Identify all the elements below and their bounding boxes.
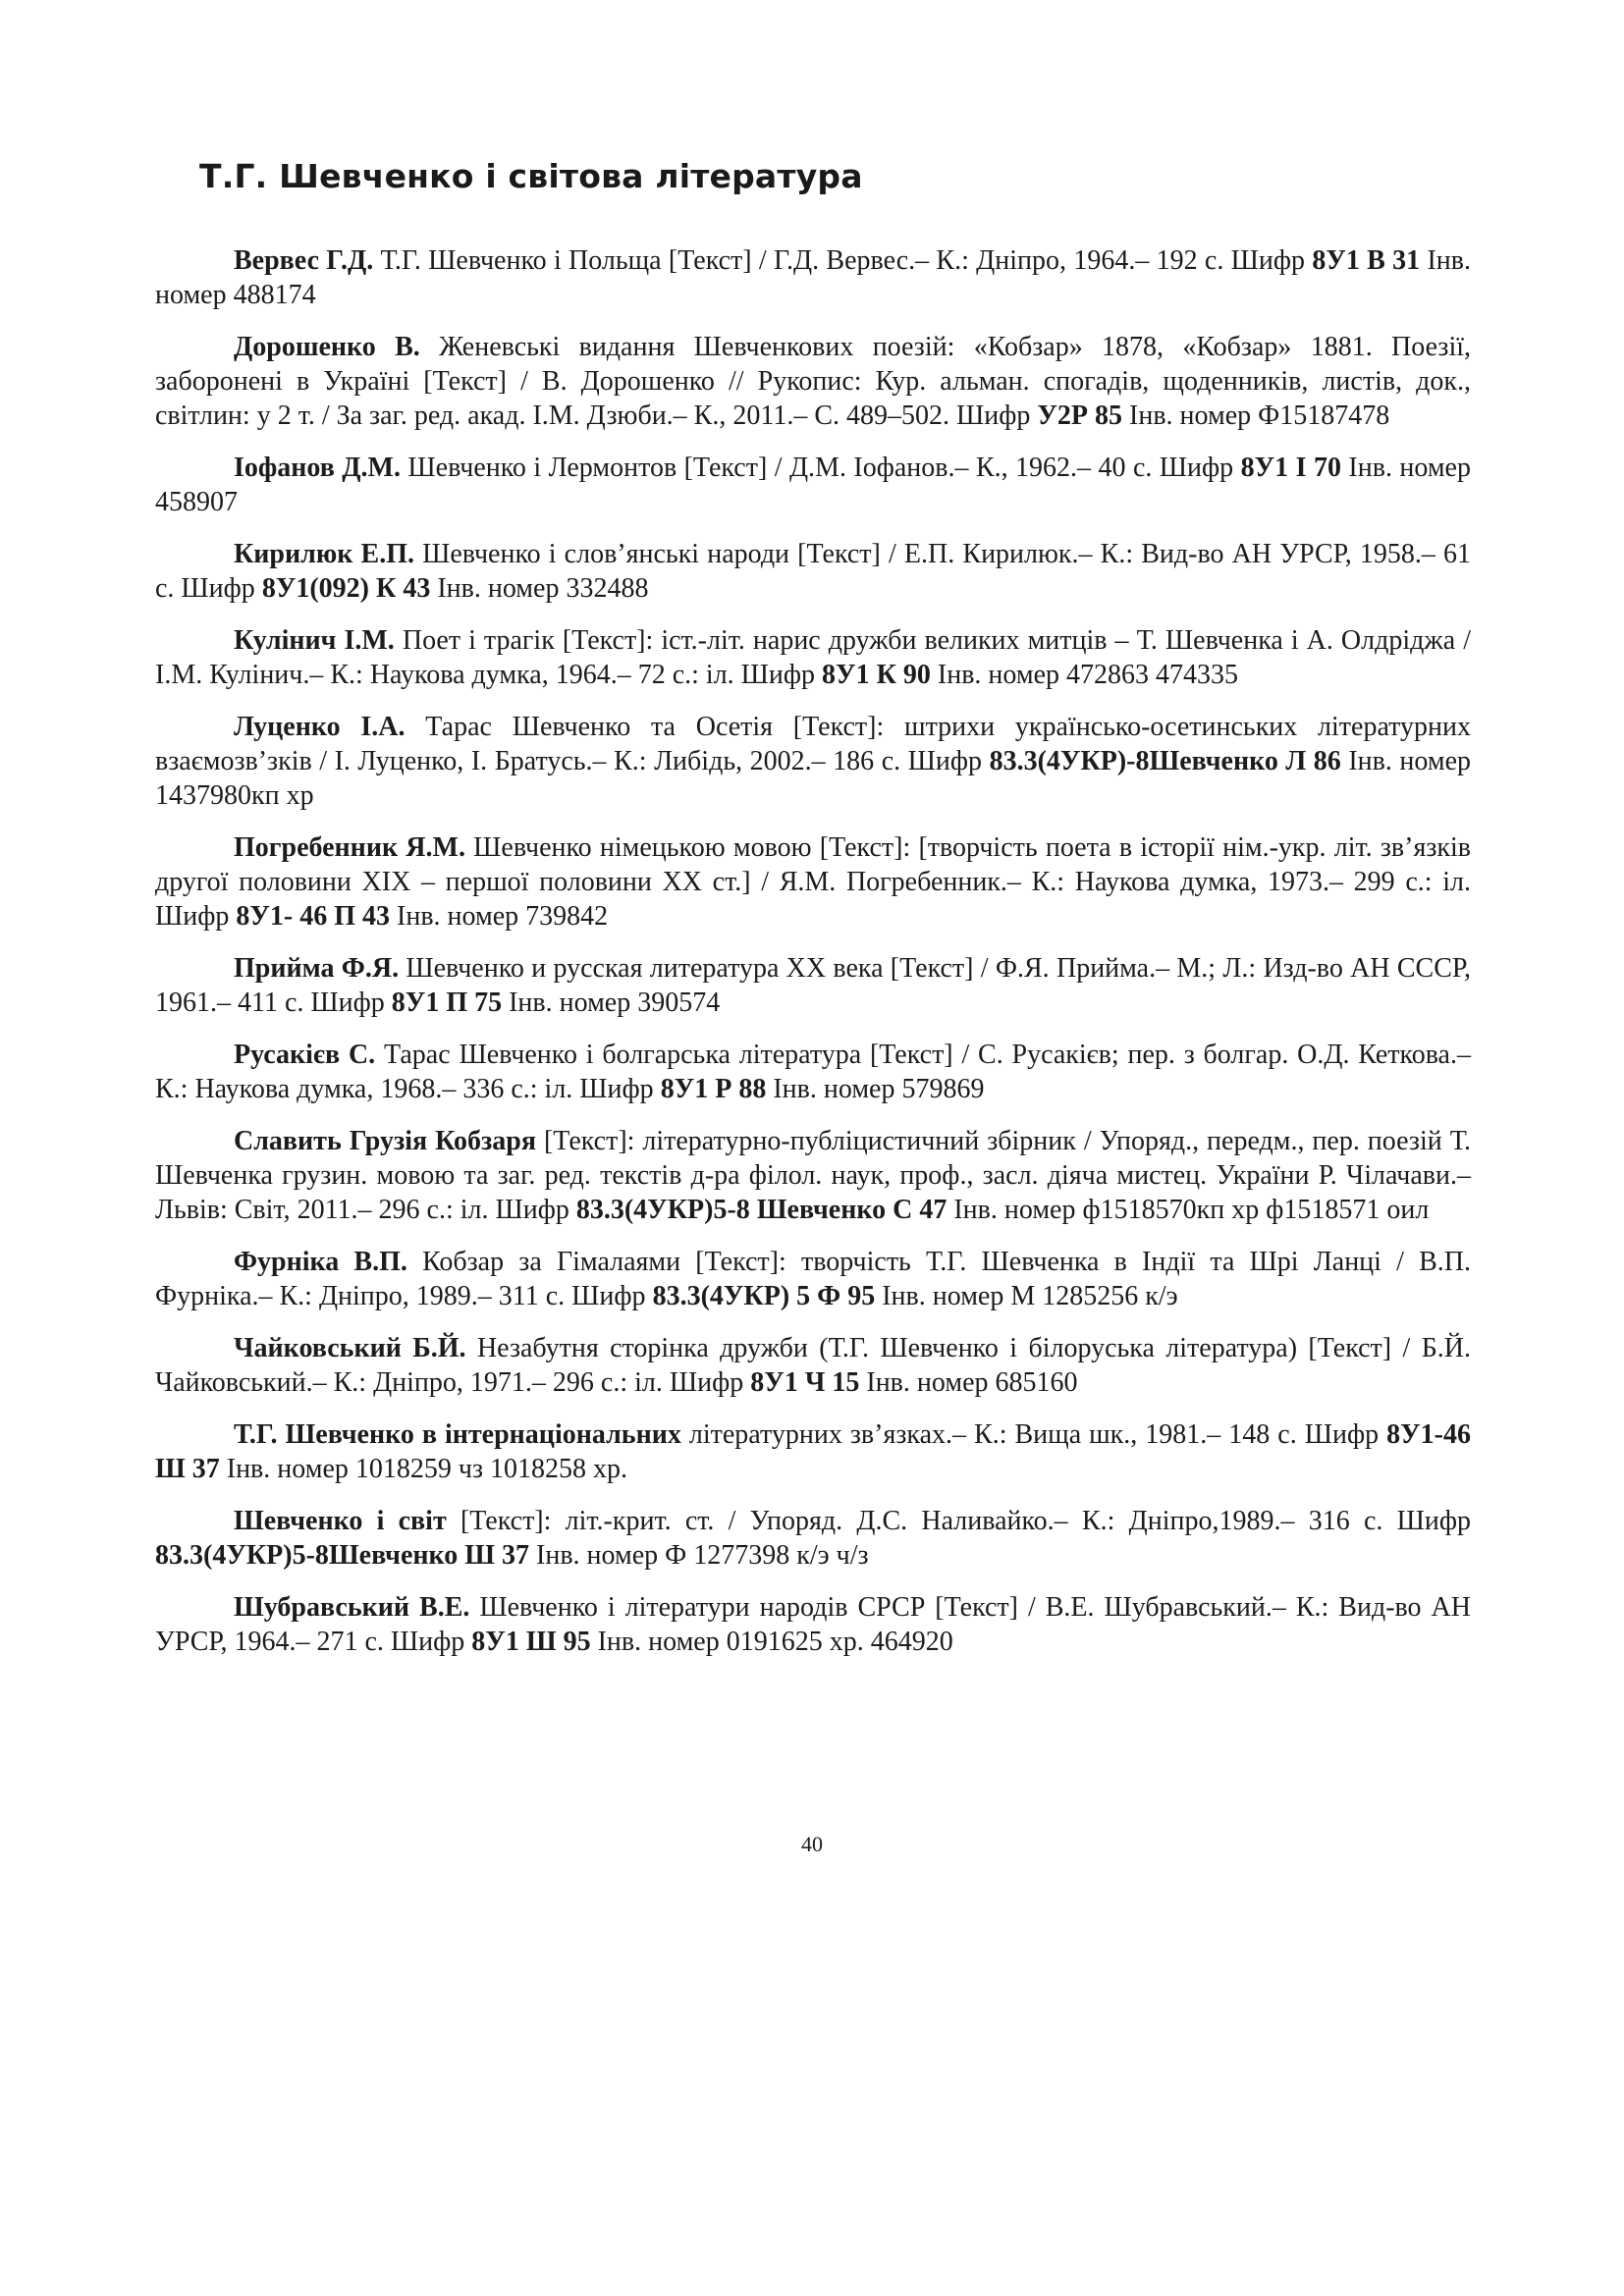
entry-author: Погребенник Я.М. xyxy=(234,832,465,863)
entry-author: Прийма Ф.Я. xyxy=(234,953,400,984)
entry-description: Тарас Шевченко і болгарська література [Текст] / С. Русакієв; пер. з болгар. О.Д. Кеткова.– К.: Наукова думка, 1968.– 336 с.: іл. Шифр xyxy=(155,1040,1471,1104)
entry-description: Женевські видання Шевченкових поезій: «Кобзар» 1878, «Кобзар» 1881. Поезії, заборонені в Україні [Текст] / В. Дорошенко // Рукопис: Кур. альман. спогадів, щоденників, листів, док., світлин: у 2 т. / За заг. ред. акад. І.М. Дзюби.– К., 2011.– С. 489–502. Шифр xyxy=(155,332,1471,431)
entry-author: Кирилюк Е.П. xyxy=(234,539,414,569)
entry-shelfmark: 8У1 К 90 xyxy=(822,660,931,690)
entry-description: [Текст]: літературно-публіцистичний збірник / Упоряд., передм., пер. поезій Т. Шевченка грузин. мовою та заг. ред. текстів д-ра філол. наук, проф., засл. діяча мистец. України Р. Чілачави.– Львів: Світ, 2011.– 296 с.: іл. Шифр xyxy=(155,1126,1471,1225)
entry-author: Шевченко і світ xyxy=(234,1506,447,1536)
entry-shelfmark: 8У1-46 Ш 37 xyxy=(155,1419,1471,1484)
entry-inventory-number: Інв. номер 390574 xyxy=(502,988,721,1018)
entry-inventory-number: Інв. номер Ф 1277398 к/э ч/з xyxy=(529,1540,869,1571)
bibliography-entry xyxy=(155,1417,1471,1486)
entry-author: Русакієв С. xyxy=(234,1040,376,1070)
entry-description: Шевченко і слов’янські народи [Текст] / Е.П. Кирилюк.– К.: Вид-во АН УРСР, 1958.– 61 с. Шифр xyxy=(155,539,1472,604)
entry-description: Тарас Шевченко та Осетія [Текст]: штрихи українсько-осетинських літературних взаємозв’зків / І. Луценко, І. Братусь.– К.: Либідь, 2002.– 186 с. Шифр xyxy=(155,712,1471,776)
entry-shelfmark: У2Р 85 xyxy=(1037,400,1123,431)
entry-shelfmark: 8У1 Р 88 xyxy=(660,1074,767,1104)
entry-author: Т.Г. Шевченко в інтернаціональних xyxy=(234,1419,681,1450)
entry-description: Незабутня сторінка дружби (Т.Г. Шевченко і білоруська література) [Текст] / Б.Й. Чайковський.– К.: Дніпро, 1971.– 296 с.: іл. Шифр xyxy=(155,1333,1471,1398)
entry-inventory-number: Інв. номер 1437980кп хр xyxy=(155,746,1471,811)
entry-shelfmark: 83.3(4УКР) 5 Ф 95 xyxy=(652,1281,876,1311)
bibliography-entry xyxy=(155,1504,1471,1573)
bibliography-entry xyxy=(155,1590,1471,1659)
entry-shelfmark: 8У1 Ч 15 xyxy=(750,1367,860,1398)
bibliography-entry xyxy=(155,710,1471,813)
entry-description: літературних зв’язках.– К.: Вища шк., 1981.– 148 с. Шифр xyxy=(680,1419,1387,1450)
entry-inventory-number: Інв. номер 739842 xyxy=(390,901,609,932)
entry-author: Шубравський В.Е. xyxy=(234,1592,470,1623)
entry-author: Чайковський Б.Й. xyxy=(234,1333,466,1363)
entry-author: Вервес Г.Д. xyxy=(234,245,374,276)
entry-description: Шевченко и русская литература XX века [Текст] / Ф.Я. Прийма.– М.; Л.: Изд-во АН СССР, 1961.– 411 с. Шифр xyxy=(155,953,1471,1018)
bibliography-entry xyxy=(155,623,1471,692)
entry-inventory-number: Інв. номер 579869 xyxy=(766,1074,985,1104)
section-heading: Т.Г. Шевченко і світова література xyxy=(199,157,863,195)
entry-inventory-number: Інв. номер 472863 474335 xyxy=(930,660,1239,690)
entry-description: Шевченко і Лермонтов [Текст] / Д.М. Іофанов.– К., 1962.– 40 с. Шифр xyxy=(400,453,1241,483)
entry-shelfmark: 83.3(4УКР)-8Шевченко Л 86 xyxy=(989,746,1341,776)
entry-author: Кулінич І.М. xyxy=(234,625,395,656)
bibliography-entry xyxy=(155,951,1471,1020)
entry-description: Кобзар за Гімалаями [Текст]: творчість Т.Г. Шевченка в Індії та Шрі Ланці / В.П. Фурніка.– К.: Дніпро, 1989.– 311 с. Шифр xyxy=(155,1247,1471,1311)
entry-inventory-number: Інв. номер 488174 xyxy=(155,245,1471,310)
entry-author: Фурніка В.П. xyxy=(234,1247,407,1277)
bibliography-entry xyxy=(155,1124,1471,1227)
bibliography-entry xyxy=(155,451,1471,519)
bibliography-entry xyxy=(155,1331,1471,1400)
bibliography-entry xyxy=(155,1245,1471,1313)
entry-shelfmark: 8У1- 46 П 43 xyxy=(236,901,391,932)
entry-inventory-number: Інв. номер 0191625 хр. 464920 xyxy=(590,1627,953,1657)
entry-description: [Текст]: літ.-крит. ст. / Упоряд. Д.С. Наливайко.– К.: Дніпро,1989.– 316 с. Шифр xyxy=(446,1506,1471,1536)
entry-shelfmark: 8У1 І 70 xyxy=(1240,453,1341,483)
entry-shelfmark: 8У1 П 75 xyxy=(391,988,503,1018)
bibliography-entry xyxy=(155,330,1471,433)
bibliography-entry xyxy=(155,1038,1471,1106)
entry-shelfmark: 8У1 Ш 95 xyxy=(471,1627,591,1657)
entry-inventory-number: Інв. номер Ф15187478 xyxy=(1122,400,1390,431)
entry-inventory-number: Інв. номер 1018259 чз 1018258 хр. xyxy=(219,1454,628,1484)
bibliography-entry xyxy=(155,830,1471,934)
entry-description: Шевченко і літератури народів СРСР [Текст] / В.Е. Шубравський.– К.: Вид-во АН УРСР, 1964.– 271 с. Шифр xyxy=(155,1592,1471,1657)
entry-author: Славить Грузія Кобзаря xyxy=(234,1126,536,1156)
entry-description: Шевченко німецькою мовою [Текст]: [творчість поета в історії нім.-укр. літ. зв’язків другої половини XIX – першої половини XX ст.] / Я.М. Погребенник.– К.: Наукова думка, 1973.– 299 с.: іл. Шифр xyxy=(155,832,1471,932)
entry-inventory-number: Інв. номер 685160 xyxy=(859,1367,1078,1398)
entry-inventory-number: Інв. номер 458907 xyxy=(155,453,1471,517)
bibliography-entry xyxy=(155,537,1471,606)
entry-inventory-number: Інв. номер 332488 xyxy=(430,573,649,604)
entry-author: Луценко І.А. xyxy=(234,712,406,742)
bibliography-entry xyxy=(155,243,1471,312)
entry-description: Поет і трагік [Текст]: іст.-літ. нарис дружби великих митців – Т. Шевченка і А. Олдріджа / І.М. Кулінич.– К.: Наукова думка, 1964.– 72 с.: іл. Шифр xyxy=(155,625,1471,690)
entry-inventory-number: Інв. номер ф1518570кп хр ф1518571 оил xyxy=(947,1195,1430,1225)
entry-author: Іофанов Д.М. xyxy=(234,453,401,483)
page-number: 40 xyxy=(801,1832,823,1856)
entry-shelfmark: 83.3(4УКР)5-8Шевченко Ш 37 xyxy=(155,1540,530,1571)
entry-shelfmark: 8У1 В 31 xyxy=(1312,245,1421,276)
entry-description: Т.Г. Шевченко і Польща [Текст] / Г.Д. Вервес.– К.: Дніпро, 1964.– 192 с. Шифр xyxy=(373,245,1313,276)
entry-inventory-number: Інв. номер М 1285256 к/э xyxy=(875,1281,1178,1311)
entry-author: Дорошенко В. xyxy=(234,332,420,362)
entry-shelfmark: 8У1(092) К 43 xyxy=(261,573,431,604)
bibliography-list xyxy=(155,243,1471,1677)
entry-shelfmark: 83.3(4УКР)5-8 Шевченко С 47 xyxy=(575,1195,947,1225)
